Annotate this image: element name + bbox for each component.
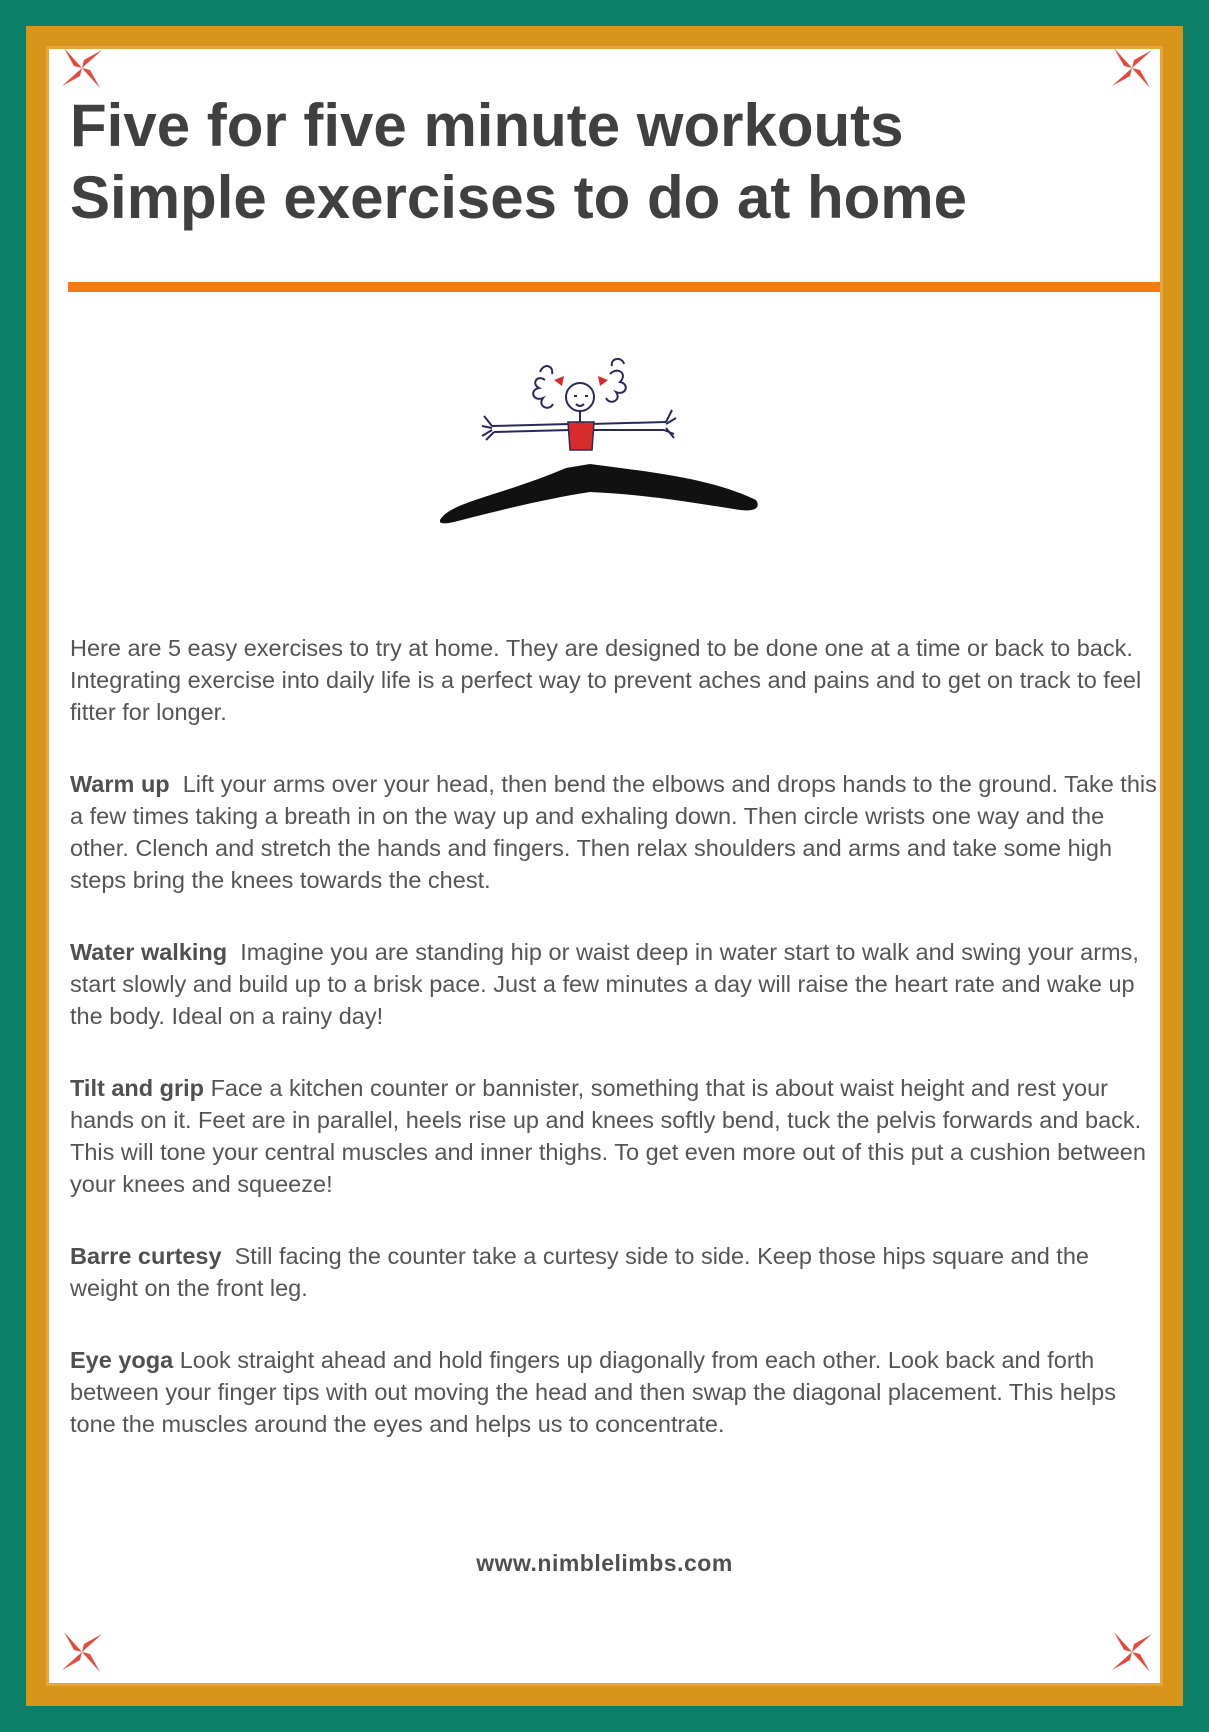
exercise-name: Barre curtesy	[70, 1243, 222, 1269]
title-line-1: Five for five minute workouts	[70, 92, 904, 159]
corner-star-icon	[58, 1628, 106, 1676]
exercise-item	[70, 768, 1160, 896]
girl-splits-illustration	[440, 352, 770, 526]
exercise-description: Still facing the counter take a curtesy side to side. Keep those hips square and the weight on the front leg.	[70, 1243, 1089, 1301]
exercise-name: Eye yoga	[70, 1347, 174, 1373]
intro-paragraph: Here are 5 easy exercises to try at home. They are designed to be done one at a time or back to back. Integrating exercise into daily life is a perfect way to prevent aches and pains and to get on track to feel fitter for longer.	[70, 635, 1142, 725]
article-body	[70, 632, 1160, 1480]
exercise-item	[70, 936, 1160, 1032]
orange-divider	[68, 282, 1160, 292]
exercise-name: Water walking	[70, 939, 228, 965]
title-line-2: Simple exercises to do at home	[70, 164, 967, 231]
exercise-name: Tilt and grip	[70, 1075, 205, 1101]
exercise-description: Face a kitchen counter or bannister, something that is about waist height and rest your hands on it. Feet are in parallel, heels rise up and knees softly bend, tuck the pelvis forwards and back. This will tone your central muscles and inner thighs. To get even more out of this put a cushion between your knees and squeeze!	[70, 1075, 1146, 1197]
exercise-item	[70, 1072, 1160, 1200]
corner-star-icon	[1108, 1628, 1156, 1676]
corner-star-icon	[58, 44, 106, 92]
exercise-item	[70, 1240, 1160, 1304]
exercise-item	[70, 1344, 1160, 1440]
exercise-description: Look straight ahead and hold fingers up diagonally from each other. Look back and forth between your finger tips with out moving the head and then swap the diagonal placement. This helps tone the muscles around the eyes and helps us to concentrate.	[70, 1347, 1116, 1437]
exercise-description: Lift your arms over your head, then bend the elbows and drops hands to the ground. Take this a few times taking a breath in on the way up and exhaling down. Then circle wrists one way and the other. Clench and stretch the hands and fingers. Then relax shoulders and arms and take some high steps bring the knees towards the chest.	[70, 771, 1157, 893]
page-title	[70, 90, 1150, 234]
website-url: www.nimblelimbs.com	[476, 1550, 733, 1576]
exercise-name: Warm up	[70, 771, 170, 797]
exercise-description: Imagine you are standing hip or waist deep in water start to walk and swing your arms, start slowly and build up to a brisk pace. Just a few minutes a day will raise the heart rate and wake up the body. Ideal on a rainy day!	[70, 939, 1139, 1029]
corner-star-icon	[1108, 44, 1156, 92]
